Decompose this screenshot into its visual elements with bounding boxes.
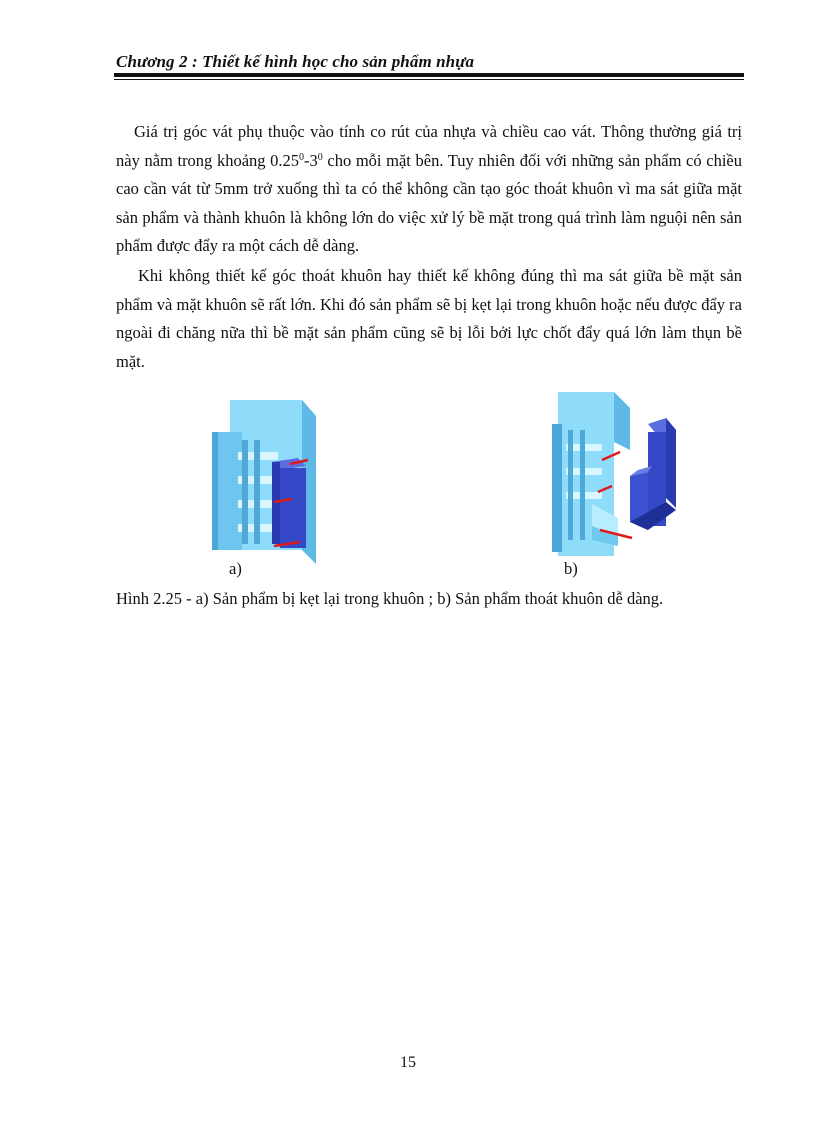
p1-text-1: Giá trị góc vát phụ thuộc vào tính co rút của nhựa và chiều cao vát. Thông thường giá trị này nằm trong khoảng 0.25 [116,122,742,170]
figure-caption: Hình 2.25 - a) Sản phẩm bị kẹt lại trong khuôn ; b) Sản phẩm thoát khuôn dễ dàng. [116,589,664,608]
header-rule-thick [114,73,744,77]
p1-superscript-2: 0 [317,151,323,163]
p1-text-2: -3 [304,150,318,170]
figure-a-label: a) [229,559,242,578]
mold-illustration-a [208,392,326,578]
p1-text-3: cho mỗi mặt bên. Tuy nhiên đối với những sản phẩm có chiều cao cần vát từ 5mm trở xuống thì ta có thể không cần tạo góc thoát khuôn vì ma sát giữa mặt sản phẩm và thành khuôn là không lớn do việc xử lý bề mặt trong quá trình làm nguội nên sản phẩm được đẩy ra một cách dễ dàng. [116,150,742,255]
page-number: 15 [400,1054,416,1071]
p1-superscript-1: 0 [299,151,305,163]
paragraph-no-draft-consequences: Khi không thiết kế góc thoát khuôn hay thiết kế không đúng thì ma sát giữa bề mặt sản phẩm và mặt khuôn sẽ rất lớn. Khi đó sản phẩm sẽ bị kẹt lại trong khuôn hoặc nếu được đẩy ra ngoài đi chăng nữa thì bề mặt sản phẩm cũng sẽ bị lỗi bởi lực chốt đẩy quá lớn làm thụn bề mặt. [116,266,742,371]
figure-a-stuck-in-mold [208,392,326,578]
mold-illustration-b [552,380,690,578]
paragraph-draft-angle-values [116,118,742,261]
chapter-header: Chương 2 : Thiết kế hình học cho sản phẩm nhựa [116,52,475,71]
figure-b-label: b) [564,559,578,578]
header-rule-thin [114,79,744,80]
figure-b-ejects-easily [552,380,690,578]
